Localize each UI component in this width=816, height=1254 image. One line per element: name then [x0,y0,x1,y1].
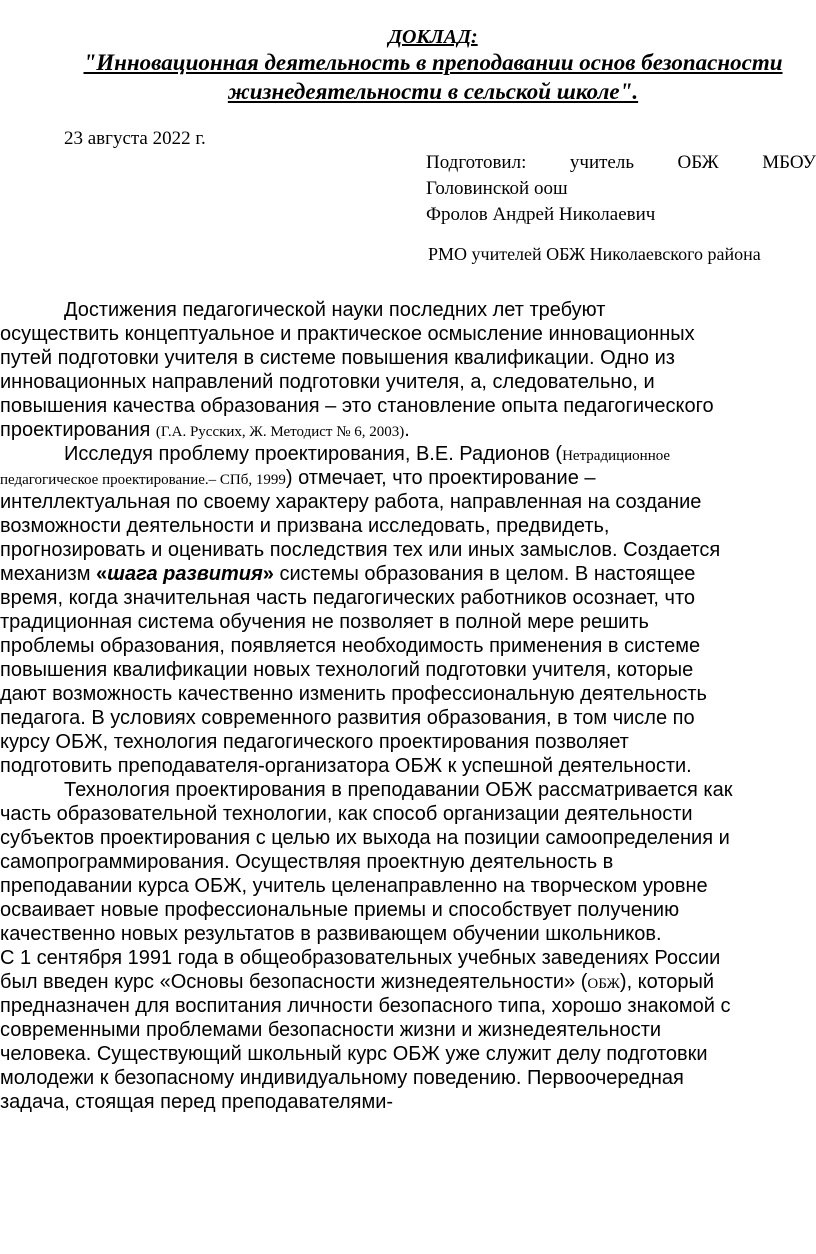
citation: (Г.А. Русских, Ж. Методист № 6, 2003) [155,424,405,440]
report-date: 23 августа 2022 г. [64,128,206,149]
text-line: дают возможность качественно изменить профессиональную деятельность [0,683,707,705]
text-line: инновационных направлений подготовки учителя, а, следовательно, и [0,371,655,393]
text-line: повышения качества образования – это становление опыта педагогического [0,395,714,417]
prepared-word: МБОУ [762,152,816,173]
text-line: молодежи к безопасному индивидуальному поведению. Первоочередная [0,1067,684,1089]
text-line: путей подготовки учителя в системе повышения квалификации. Одно из [0,347,675,369]
citation: Нетрадиционное [562,448,671,464]
text-run: был введен курс «Основы безопасности жизнедеятельности» ( [0,971,588,993]
text-run: ), который [619,971,715,993]
text-line: проблемы образования, появляется необходимость применения в системе [0,635,701,657]
text-line: время, когда значительная часть педагогических работников осознает, что [0,587,696,609]
title-line: "Инновационная деятельность в преподавании основ безопасности [83,50,783,75]
text-line: преподавании курса ОБЖ, учитель целенаправленно на творческом уровне [0,875,708,897]
text-line: педагога. В условиях современного развития образования, в том числе по [0,707,695,729]
quote-mark: » [262,563,274,585]
text-line [0,466,816,490]
text-line: повышения квалификации новых технологий подготовки учителя, которые [0,659,694,681]
text-line: предназначен для воспитания личности безопасного типа, хорошо знакомой с [0,995,731,1017]
prepared-by-block [426,150,816,228]
text-line: Технология проектирования в преподавании ОБЖ рассматривается как [64,779,733,801]
author-name: Фролов Андрей Николаевич [426,204,656,225]
title-line: жизнедеятельности в сельской школе". [227,79,639,104]
emphasis: шага развития [107,563,263,585]
text-line: качественно новых результатов в развивающем обучении школьников. [0,923,662,945]
text-line [0,970,816,994]
text-line [0,418,816,442]
text-line: часть образовательной технологии, как способ организации деятельности [0,803,693,825]
school-name: Головинской оош [426,178,568,199]
text-line: человека. Существующий школьный курс ОБЖ уже служит делу подготовки [0,1043,708,1065]
text-line: курсу ОБЖ, технология педагогического проектирования позволяет [0,731,629,753]
text-run: Исследуя проблему проектирования, В.Е. Радионов ( [64,443,563,465]
prepared-label: Подготовил: [426,152,527,173]
quote-mark: « [96,563,108,585]
text-line: прогнозировать и оценивать последствия тех или иных замыслов. Создается [0,539,721,561]
methodical-association: РМО учителей ОБЖ Николаевского района [428,244,761,264]
text-line: С 1 сентября 1991 года в общеобразовательных учебных заведениях России [0,947,721,969]
prepared-by-line [426,150,816,176]
report-label: ДОКЛАД: [388,26,478,48]
text-line: Достижения педагогической науки последних лет требуют [64,299,606,321]
text-line: самопрограммирования. Осуществляя проектную деятельность в [0,851,614,873]
text-line [0,442,816,466]
text-line: задача, стоящая перед преподавателями- [0,1091,394,1113]
text-line: субъектов проектирования с целью их выхода на позиции самоопределения и [0,827,730,849]
text-line: подготовить преподавателя-организатора ОБЖ к успешной деятельности. [0,755,692,777]
text-run: ) отмечает, что проектирование – [285,467,596,489]
text-line: осуществить концептуальное и практическое осмысление инновационных [0,323,695,345]
text-line: возможности деятельности и призвана исследовать, предвидеть, [0,515,610,537]
text-run: проектирования [0,419,156,441]
report-title [40,48,816,106]
text-run: системы образования в целом. В настоящее [273,563,696,585]
text-line: интеллектуальная по своему характеру работа, направленная на создание [0,491,702,513]
report-body [0,298,816,1114]
text-line: осваивает новые профессиональные приемы и способствует получению [0,899,680,921]
prepared-word: ОБЖ [677,152,719,173]
text-line: традиционная система обучения не позволяет в полной мере решить [0,611,649,633]
text-line: современными проблемами безопасности жизни и жизнедеятельности [0,1019,662,1041]
text-line [0,562,816,586]
abbreviation: ОБЖ [587,976,620,992]
text-run: механизм [0,563,97,585]
prepared-word: учитель [569,152,634,173]
text-run: . [404,419,410,441]
citation: педагогическое проектирование.– СПб, 1999 [0,472,286,488]
